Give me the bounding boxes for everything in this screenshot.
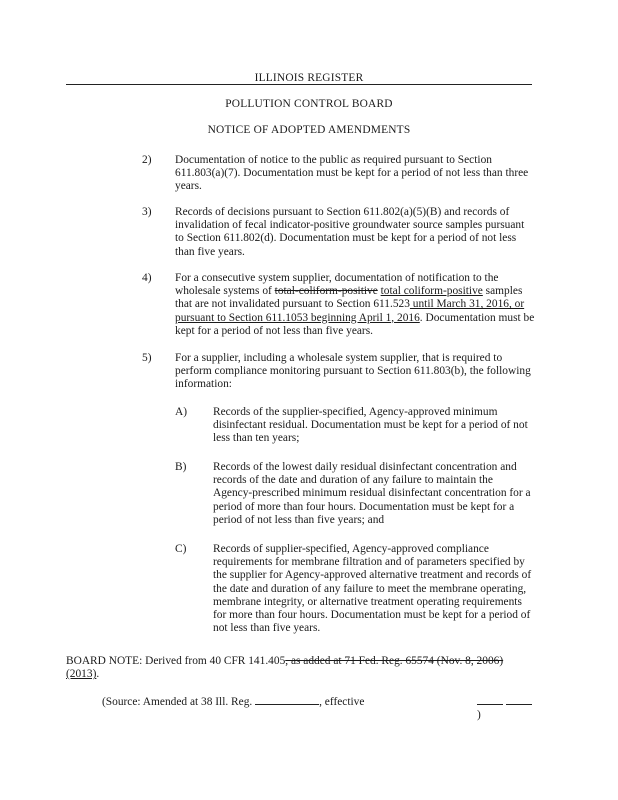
item-number: 5) [142,352,152,364]
item-number: 4) [142,272,152,284]
source-text-b: , effective [319,696,365,708]
deleted-text: , as added at 71 Fed. Reg. 65574 (Nov. 8, 2006) [285,655,504,667]
register-page-blank [255,694,319,705]
source-line [102,694,532,722]
source-text-c: ) [477,709,481,722]
sub-item-number: A) [175,406,188,418]
inserted-text: total coliform-positive [380,285,483,298]
board-note-suffix: . [96,668,100,681]
board-note-prefix: BOARD NOTE: Derived from 40 CFR 141.405 [66,655,286,667]
item-text-part: . Documentation must be kept for a period of not less than five years. [175,311,535,337]
item-text: Documentation of notice to the public as required pursuant to Section 611.803(a)(7). Documentation must be kept for a period of not less than three years. [175,154,529,193]
item-text: For a supplier, including a wholesale system supplier, that is required to perform compliance monitoring pursuant to Section 611.803(b), the following information: [175,352,531,391]
header-rule [66,84,532,85]
item-text-part: For a consecutive system supplier, documentation of notification to the wholesale systems of [175,272,499,298]
board-note [66,655,536,681]
board-title: POLLUTION CONTROL BOARD [225,98,393,110]
register-title: ILLINOIS REGISTER [254,72,364,84]
inserted-text: until March 31, 2016, or pursuant to Section 611.1053 beginning April 1, 2016 [175,298,525,324]
sub-item-text: Records of supplier-specified, Agency-approved compliance requirements for membrane filtration and of parameters specified by the supplier for Agency-approved alternative treatment and records of the date and duration of any failure to meet the membrane operating, membrane integrity, or alternative treatment operating requirements for more than four hours. Documentation must be kept for a period of not less than five years. [213,543,532,635]
effective-date-blank [477,694,532,722]
sub-item-text: Records of the lowest daily residual disinfectant concentration and records of the date and duration of any failure to maintain the Agency-prescribed minimum residual disinfectant concentration for a period of more than four hours. Documentation must be kept for a period of not less than five years; and [213,461,531,526]
sub-item-text: Records of the supplier-specified, Agency-approved minimum disinfectant residual. Documentation must be kept for a period of not less than ten years; [213,406,528,445]
sub-item-number: B) [175,461,187,473]
sub-item-number: C) [175,543,187,555]
inserted-text: (2013) [66,668,97,681]
source-text-a: (Source: Amended at 38 Ill. Reg. [102,696,256,708]
notice-title: NOTICE OF ADOPTED AMENDMENTS [207,124,411,136]
item-text [175,272,535,338]
deleted-text: total-coliform-positive [274,285,378,298]
item-number: 3) [142,206,152,218]
item-number: 2) [142,154,152,166]
item-text: Records of decisions pursuant to Section 611.802(a)(5)(B) and records of invalidation of fecal indicator-positive groundwater source samples pursuant to Section 611.802(d). Documentation must be kept for a period of not less than five years. [175,206,525,258]
item-text-part: samples that are not invalidated pursuant to Section 611.523 [175,285,523,311]
